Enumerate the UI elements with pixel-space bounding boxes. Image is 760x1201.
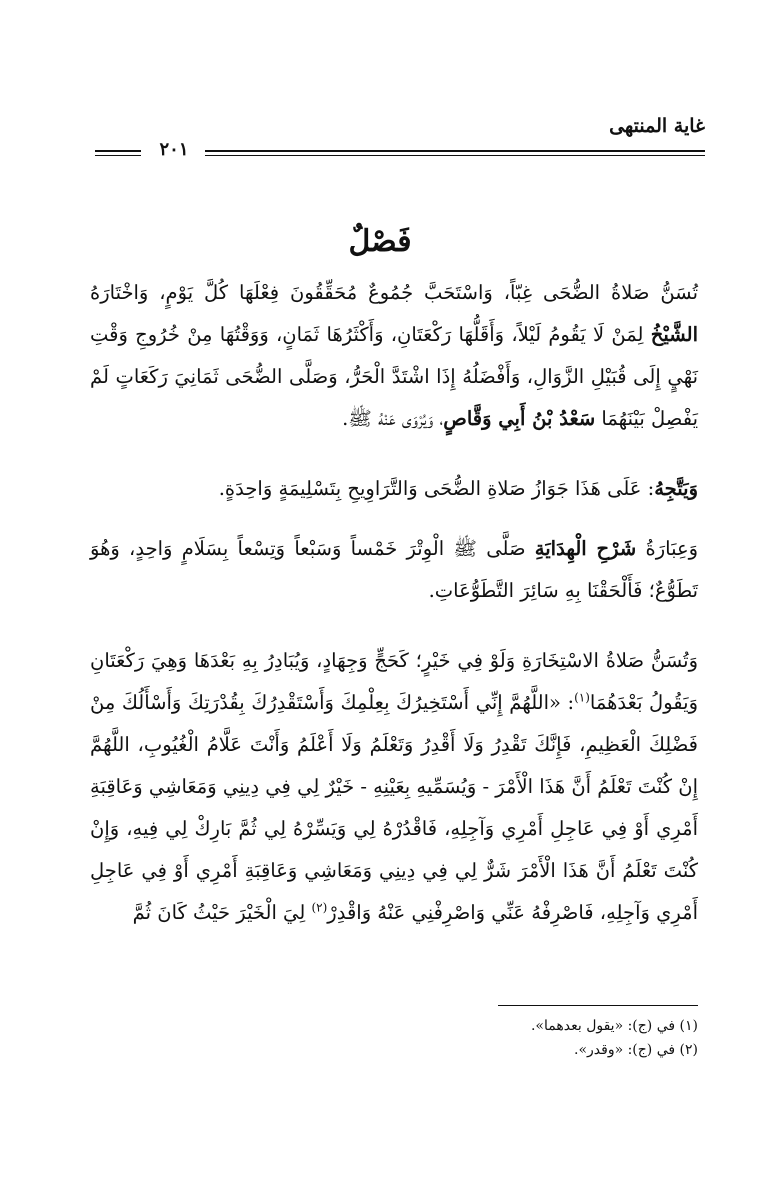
- page-number: ٢٠١: [159, 139, 189, 160]
- paragraph-istikhara: [90, 640, 698, 934]
- footnote-1: (١) في (ج): «يقول بعدهما».: [530, 1018, 698, 1034]
- footnote-ref-2[interactable]: (٢): [311, 900, 328, 915]
- bold-term: وَيَتَّجِهُ: [654, 477, 698, 500]
- text-run: صَلَّى ﷺ الْوِتْرَ خَمْساً وَسَبْعاً وَتِسْعاً بِسَلَامٍ وَاحِدٍ، وَهُوَ تَطَوُّعٌ؛ فَأَلْحَقْنَا بِهِ سَائِرَ التَّطَوُّعَاتِ.: [90, 537, 698, 602]
- paragraph-yattajih: [90, 468, 698, 510]
- bold-book-title: شَرْحِ الْهِدَايَةِ: [534, 537, 637, 560]
- bold-term: الشَّيْخُ: [650, 323, 698, 346]
- paragraph-ibara: [90, 528, 698, 612]
- header-rule-long: [205, 150, 705, 156]
- text-run: : عَلَى هَذَا جَوَازُ صَلاةِ الضُّحَى وَالتَّرَاوِيحِ بِتَسْلِيمَةٍ وَاحِدَةٍ.: [218, 477, 655, 500]
- section-heading: فَصْلٌ: [348, 224, 412, 259]
- page-header: [95, 112, 705, 162]
- text-run: وَعِبَارَةُ: [636, 537, 699, 560]
- text-run: لِمَنْ لَا يَقُومُ لَيْلاً، وَأَقَلُّهَا رَكْعَتَانِ، وَأَكْثَرُهَا ثَمَانٍ، وَوَقْتُهَا مِنْ خُرُوجِ وَقْتِ نَهْيٍ إِلَى قُبَيْلِ الزَّوَالِ، وَأَفْضَلُهُ إِذَا اشْتَدَّ الْحَرُّ، وَصَلَّى الضُّحَى ثَمَانِيَ رَكَعَاتٍ لَمْ يَفْصِلْ بَيْنَهُمَا: [90, 323, 698, 430]
- bold-name: سَعْدُ بْنُ أَبِي وَقَّاصٍ: [443, 407, 596, 430]
- text-run: ، وَيُرْوَى عَنْهُ ﷺ.: [342, 407, 444, 430]
- footnote-2: (٢) في (ج): «وقدر».: [574, 1042, 698, 1058]
- paragraph-duha: [90, 272, 698, 440]
- body-text: [90, 272, 698, 934]
- text-run: تُسَنُّ صَلاةُ الضُّحَى غِبّاً، وَاسْتَحَبَّ جُمُوعٌ مُحَقِّقُونَ فِعْلَهَا كُلَّ يَوْمٍ، وَاخْتَارَهُ: [90, 281, 698, 304]
- footnote-divider: [498, 1005, 698, 1006]
- text-run: : «اللَّهُمَّ إِنِّي أَسْتَخِيرُكَ بِعِلْمِكَ وَأَسْتَقْدِرُكَ بِقُدْرَتِكَ وَأَسْأَلُكَ مِنْ فَضْلِكَ الْعَظِيمِ، فَإِنَّكَ تَقْدِرُ وَلَا أَقْدِرُ وَتَعْلَمُ وَلَا أَعْلَمُ وَأَنْتَ عَلَّامُ الْغُيُوبِ، اللَّهُمَّ إِنْ كُنْتَ تَعْلَمُ أَنَّ هَذَا الْأَمْرَ - وَيُسَمِّيهِ بِعَيْنِهِ - خَيْرٌ لِي فِي دِينِي وَمَعَاشِي وَعَاقِبَةِ أَمْرِي أَوْ فِي عَاجِلِ أَمْرِي وَآجِلِهِ، فَاقْدُرْهُ لِي وَيَسِّرْهُ لِي ثُمَّ بَارِكْ لِي فِيهِ، وَإِنْ كُنْتَ تَعْلَمُ أَنَّ هَذَا الْأَمْرَ شَرٌّ لِي فِي دِينِي وَمَعَاشِي وَعَاقِبَةِ أَمْرِي أَوْ فِي عَاجِلِ أَمْرِي وَآجِلِهِ، فَاصْرِفْهُ عَنِّي وَاصْرِفْنِي عَنْهُ وَاقْدِرْ: [90, 691, 698, 924]
- text-run: لِيَ الْخَيْرَ حَيْثُ كَانَ ثُمَّ: [132, 901, 312, 924]
- header-rule-row: [95, 139, 705, 162]
- header-rule-short: [95, 150, 141, 156]
- footnotes: [90, 1014, 698, 1062]
- text-run: وَتُسَنُّ صَلاةُ الاسْتِخَارَةِ وَلَوْ فِي خَيْرٍ؛ كَحَجٍّ وَجِهَادٍ، وَيُبَادِرُ بِهِ بَعْدَهَا وَهِيَ رَكْعَتَانِ وَيَقُولُ بَعْدَهُمَا: [90, 649, 699, 714]
- book-title: غاية المنتهى: [609, 115, 705, 137]
- footnote-ref-1[interactable]: (١): [574, 690, 590, 705]
